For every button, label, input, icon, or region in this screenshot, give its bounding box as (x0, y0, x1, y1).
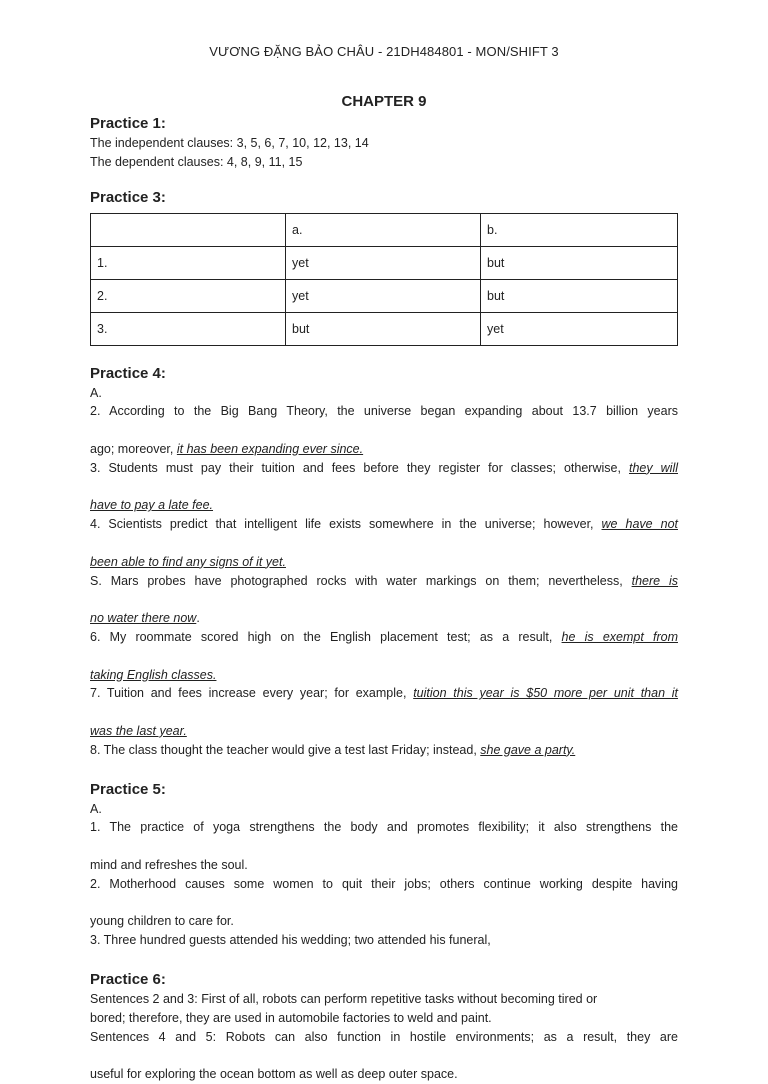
table-cell: a. (286, 213, 481, 246)
answer-text: we have not (601, 517, 678, 532)
practice-3-table (90, 213, 678, 346)
practice-4-item (90, 741, 678, 760)
practice-4-item (90, 684, 678, 722)
practice-4-item-cont (90, 553, 678, 572)
table-cell: but (481, 246, 678, 279)
section-label: A. (90, 801, 102, 816)
sentence-text: S. Mars probes have photographed rocks with water markings on them; nevertheless, (90, 573, 632, 588)
practice-4-item-cont (90, 609, 678, 628)
sentence-text: 2. According to the Big Bang Theory, the universe began expanding about 13.7 billion years (90, 404, 678, 419)
section-label: A. (90, 385, 102, 400)
table-cell: but (481, 279, 678, 312)
table-cell: yet (286, 246, 481, 279)
table-cell: 3. (91, 312, 286, 345)
table-cell: but (286, 312, 481, 345)
answer-text: taking English classes. (90, 667, 217, 682)
practice-4-item-cont (90, 722, 678, 741)
answer-text: they will (628, 460, 678, 475)
answer-text: she gave a party. (480, 742, 576, 757)
table-row (91, 312, 678, 345)
answer-text: no water there now (90, 611, 197, 626)
answer-text: he is exempt from (561, 629, 678, 644)
practice-4-item (90, 515, 678, 553)
practice-5-item: 3. Three hundred guests attended his wedding; two attended his funeral, (90, 933, 491, 948)
practice-4-item (90, 402, 678, 440)
answer-text: been able to find any signs of it yet. (90, 554, 286, 569)
answer-text: was the last year. (90, 723, 187, 738)
practice-4-item (90, 459, 678, 497)
practice-6-section (90, 970, 678, 1084)
practice-4-item (90, 628, 678, 666)
practice-5-item: 1. The practice of yoga strengthens the body and promotes flexibility; it also strengthens the (90, 820, 678, 835)
sentence-text: 8. The class thought the teacher would give a test last Friday; instead, (90, 742, 481, 757)
answer-text: it has been expanding ever since. (176, 441, 364, 456)
table-cell: b. (481, 213, 678, 246)
table-header-row (91, 213, 678, 246)
practice-4-item-cont (90, 440, 678, 459)
sentence-text: . (196, 611, 200, 626)
table-cell (91, 213, 286, 246)
document-body (90, 114, 678, 1084)
practice-1-section (90, 114, 678, 172)
practice-6-line: Sentences 4 and 5: Robots can also function in hostile environments; as a result, they are (90, 1029, 678, 1044)
sentence-text: 6. My roommate scored high on the English placement test; as a result, (90, 629, 562, 644)
practice-4-item-cont (90, 496, 678, 515)
practice-4-heading: Practice 4: (90, 364, 166, 382)
practice-1-line: The independent clauses: 3, 5, 6, 7, 10, 12, 13, 14 (90, 136, 369, 150)
practice-5-item-cont: mind and refreshes the soul. (90, 857, 248, 872)
table-row (91, 246, 678, 279)
practice-5-section (90, 780, 678, 950)
sentence-text: 7. Tuition and fees increase every year; for example, (90, 686, 414, 701)
practice-4-item (90, 572, 678, 610)
answer-text: tuition this year is $50 more per unit than it (413, 686, 679, 701)
answer-text: have to pay a late fee. (90, 498, 214, 513)
practice-4-item-cont (90, 666, 678, 685)
table-row (91, 279, 678, 312)
practice-6-line: useful for exploring the ocean bottom as well as deep outer space. (90, 1067, 458, 1082)
chapter-title: CHAPTER 9 (341, 93, 427, 110)
practice-1-heading: Practice 1: (90, 115, 166, 132)
sentence-text: 3. Students must pay their tuition and fees before they register for classes; otherwise, (90, 460, 629, 475)
practice-6-heading: Practice 6: (90, 970, 166, 988)
practice-3-heading: Practice 3: (90, 188, 166, 206)
practice-6-line: bored; therefore, they are used in automobile factories to weld and paint. (90, 1010, 492, 1025)
sentence-text: ago; moreover, (90, 441, 177, 456)
practice-1-line: The dependent clauses: 4, 8, 9, 11, 15 (90, 154, 303, 169)
table-cell: yet (481, 312, 678, 345)
table-cell: yet (286, 279, 481, 312)
practice-5-item: 2. Motherhood causes some women to quit their jobs; others continue working despite having (90, 876, 678, 891)
table-cell: 1. (91, 246, 286, 279)
answer-text: there is (631, 573, 678, 588)
practice-5-item-cont: young children to care for. (90, 914, 234, 929)
sentence-text: 4. Scientists predict that intelligent life exists somewhere in the universe; however, (90, 517, 602, 532)
practice-3-section (90, 188, 678, 346)
practice-4-section (90, 364, 678, 760)
table-cell: 2. (91, 279, 286, 312)
document-header: VƯƠNG ĐẶNG BẢO CHÂU - 21DH484801 - MON/SHIFT 3 (209, 44, 559, 59)
practice-6-line: Sentences 2 and 3: First of all, robots can perform repetitive tasks without becoming tired or (90, 991, 598, 1006)
practice-5-heading: Practice 5: (90, 780, 166, 798)
